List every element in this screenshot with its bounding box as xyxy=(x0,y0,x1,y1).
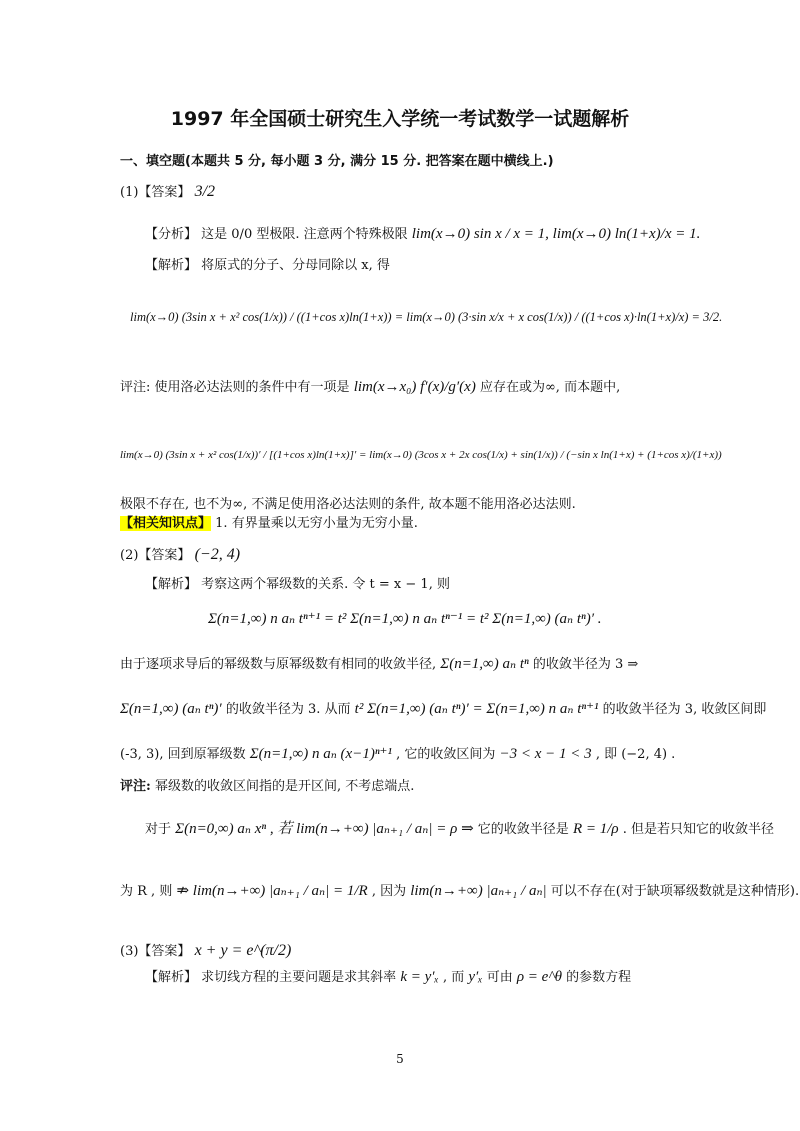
q2-p1-tail: 的收敛半径为 3 ⇒ xyxy=(532,657,639,672)
q1-analysis-label: 【分析】 xyxy=(145,227,198,242)
q2-solution-label: 【解析】 xyxy=(145,577,198,592)
q2-c1-end: . 但是若只知它的收敛半径 xyxy=(622,822,775,837)
q2-c1-math: Σ(n=0,∞) aₙ xⁿ , 若 lim(n→+∞) |aₙ₊₁ / aₙ| = ρ ⇒ xyxy=(175,821,474,837)
q2-comment-label: 评注: xyxy=(120,779,151,794)
q1-knowledge-label: 【相关知识点】 xyxy=(120,516,212,531)
q2-answer-label: (2)【答案】 xyxy=(120,548,191,563)
q2-c2-math2: lim(n→+∞) |aₙ₊₁ / aₙ| xyxy=(410,883,547,899)
q1-answer-row xyxy=(120,183,215,202)
q2-c2-math: ⇏ lim(n→+∞) |aₙ₊₁ / aₙ| = 1/R xyxy=(176,883,368,899)
q3-solution-math3: ρ = e^θ xyxy=(516,969,563,985)
q3-solution-mid: , 而 xyxy=(442,970,465,985)
q2-p3-math2: −3 < x − 1 < 3 xyxy=(499,746,592,762)
q3-answer-row xyxy=(120,942,291,961)
q2-c2-tail: 可以不存在(对于缺项幂级数就是这种情形). xyxy=(550,884,800,899)
q2-c1-math2: R = 1/ρ xyxy=(572,821,619,837)
q2-c2-text: 为 R , 则 xyxy=(120,884,173,899)
q1-comment-end: 极限不存在, 也不为∞, 不满足使用洛必达法则的条件, 故本题不能用洛必达法则. xyxy=(120,497,576,512)
q1-comment-label: 评注: xyxy=(120,380,151,395)
q1-comment-row xyxy=(120,378,620,397)
q1-answer-label: (1)【答案】 xyxy=(120,185,191,200)
q3-answer: x + y = e^(π/2) xyxy=(194,942,292,959)
q2-answer: (−2, 4) xyxy=(194,546,241,563)
q1-comment-tail: 应存在或为∞, 而本题中, xyxy=(479,380,621,395)
q2-p1-math: Σ(n=1,∞) aₙ tⁿ xyxy=(440,656,529,672)
q2-p3-tail: , 它的收敛区间为 xyxy=(396,747,496,762)
q2-p2-tail: 的收敛半径为 3, 收敛区间即 xyxy=(602,702,767,717)
q3-solution-math2: y′ₓ xyxy=(468,969,483,985)
q2-answer-row xyxy=(120,546,240,565)
q1-comment-math: lim(x→x₀) f′(x)/g′(x) xyxy=(353,379,476,395)
q1-solution-text: 将原式的分子、分母同除以 x, 得 xyxy=(201,258,390,273)
q2-para3 xyxy=(120,745,675,764)
q3-solution-text: 求切线方程的主要问题是求其斜率 xyxy=(201,970,397,985)
page-number: 5 xyxy=(396,1052,404,1066)
q3-solution-row xyxy=(145,968,631,987)
q2-p2-math2: t² Σ(n=1,∞) (aₙ tⁿ)′ = Σ(n=1,∞) n aₙ tⁿ⁺¹ xyxy=(354,701,599,717)
q2-solution-formula: Σ(n=1,∞) n aₙ tⁿ⁺¹ = t² Σ(n=1,∞) n aₙ tⁿ⁻¹ = t² Σ(n=1,∞) (aₙ tⁿ)′ . xyxy=(208,611,602,627)
q2-comment-row xyxy=(120,778,414,796)
q1-answer: 3/2 xyxy=(194,183,216,200)
q2-p3-end: , 即 (−2, 4) . xyxy=(595,747,676,762)
q2-p2-math: Σ(n=1,∞) (aₙ tⁿ)′ xyxy=(120,701,222,717)
q2-p2-text: 的收敛半径为 3. 从而 xyxy=(225,702,351,717)
q2-c1-text: 对于 xyxy=(145,822,172,837)
q2-solution-text: 考察这两个幂级数的关系. 令 t = x − 1, 则 xyxy=(201,577,450,592)
q2-c1-tail: 它的收敛半径是 xyxy=(477,822,569,837)
q2-p3-math: Σ(n=1,∞) n aₙ (x−1)ⁿ⁺¹ xyxy=(249,746,392,762)
q1-solution-row xyxy=(145,257,390,275)
q2-para2 xyxy=(120,700,766,719)
q2-solution-row xyxy=(145,576,450,594)
q1-comment-text: 使用洛必达法则的条件中有一项是 xyxy=(154,380,350,395)
q1-knowledge-row xyxy=(120,515,418,533)
q2-p3-text: (-3, 3), 回到原幂级数 xyxy=(120,747,246,762)
q1-solution-formula: lim(x→0) (3sin x + x² cos(1/x)) / ((1+cos x)ln(1+x)) = lim(x→0) (3·sin x/x + x cos(1/x)) / ((1+cos x)·ln(1+x)/x) = 3/2. xyxy=(130,310,723,324)
q2-p1-text: 由于逐项求导后的幂级数与原幂级数有相同的收敛半径, xyxy=(120,657,437,672)
page-title: 1997 年全国硕士研究生入学统一考试数学一试题解析 xyxy=(170,108,630,130)
q3-solution-tail: 的参数方程 xyxy=(566,970,632,985)
q1-analysis-row xyxy=(145,225,700,244)
q2-comment-text: 幂级数的收敛区间指的是开区间, 不考虑端点. xyxy=(154,779,415,794)
q2-comment-line2 xyxy=(120,882,799,901)
q1-solution-label: 【解析】 xyxy=(145,258,198,273)
q3-solution-math: k = y′ₓ xyxy=(400,969,439,985)
q2-comment-line1 xyxy=(145,820,774,839)
q3-solution-mid2: 可由 xyxy=(486,970,513,985)
q2-c2-mid: , 因为 xyxy=(371,884,407,899)
q3-answer-label: (3)【答案】 xyxy=(120,944,191,959)
section-heading: 一、填空题(本题共 5 分, 每小题 3 分, 满分 15 分. 把答案在题中横线上.) xyxy=(120,154,554,169)
q3-solution-label: 【解析】 xyxy=(145,970,198,985)
q1-comment-formula: lim(x→0) (3sin x + x² cos(1/x))′ / [(1+cos x)ln(1+x)]′ = lim(x→0) (3cos x + 2x cos(1/x) + sin(1/x)) / (−sin x ln(1+x) + (1+cos x)/(1+x)) xyxy=(120,449,722,461)
q1-knowledge-text: 1. 有界量乘以无穷小量为无穷小量. xyxy=(215,516,418,531)
q2-para1 xyxy=(120,655,638,674)
q1-analysis-text: 这是 0/0 型极限. 注意两个特殊极限 xyxy=(201,227,408,242)
q1-analysis-math: lim(x→0) sin x / x = 1, lim(x→0) ln(1+x)/x = 1. xyxy=(411,226,701,242)
